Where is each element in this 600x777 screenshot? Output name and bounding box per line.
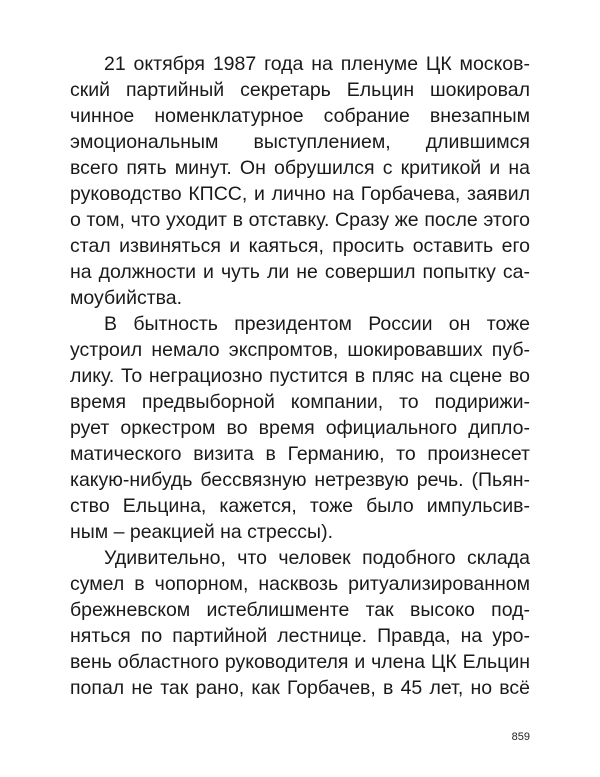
text-line: рует оркестром во время официального дипло- — [70, 417, 530, 439]
body-text — [70, 51, 530, 701]
text-line: на должности и чуть ли не совершил попытку са- — [70, 261, 530, 283]
paragraph-1 — [70, 51, 530, 311]
text-line: попал не так рано, как Горбачев, в 45 лет, но всё — [70, 677, 530, 699]
text-line: вень областного руководителя и члена ЦК Ельцин — [70, 651, 530, 673]
text-line: ным – реакцией на стрессы). — [70, 521, 333, 543]
text-line: сумел в чопорном, насквозь ритуализированном — [70, 573, 530, 595]
text-line: ский партийный секретарь Ельцин шокировал — [70, 79, 530, 101]
text-line: устроил немало экспромтов, шокировавших пуб- — [70, 339, 530, 361]
text-line: эмоциональным выступлением, длившимся — [70, 131, 530, 153]
text-line: 21 октября 1987 года на пленуме ЦК москов- — [104, 53, 530, 75]
text-line: ство Ельцина, кажется, тоже было импульсив- — [70, 495, 530, 517]
text-line: моубийства. — [70, 287, 183, 309]
text-line: В бытность президентом России он тоже — [104, 313, 530, 335]
text-line: матического визита в Германию, то произнесет — [70, 443, 530, 465]
paragraph-3 — [70, 545, 530, 701]
text-line: руководство КПСС, и лично на Горбачева, заявил — [70, 183, 530, 205]
text-line: о том, что уходит в отставку. Сразу же после этого — [70, 209, 530, 231]
text-line: стал извиняться и каяться, просить оставить его — [70, 235, 530, 257]
text-line: какую-нибудь бессвязную нетрезвую речь. (Пьян- — [70, 469, 530, 491]
text-line: чинное номенклатурное собрание внезапным — [70, 105, 530, 127]
text-line: няться по партийной лестнице. Правда, на уро- — [70, 625, 530, 647]
text-line: время предвыборной компании, то подирижи- — [70, 391, 530, 413]
text-line: всего пять минут. Он обрушился с критикой и на — [70, 157, 530, 179]
text-line: брежневском истеблишменте так высоко под- — [70, 599, 530, 621]
page-number: 859 — [511, 731, 530, 743]
paragraph-2 — [70, 311, 530, 545]
text-line: лику. То неграциозно пустится в пляс на сцене во — [70, 365, 530, 387]
text-line: Удивительно, что человек подобного склада — [104, 547, 530, 569]
